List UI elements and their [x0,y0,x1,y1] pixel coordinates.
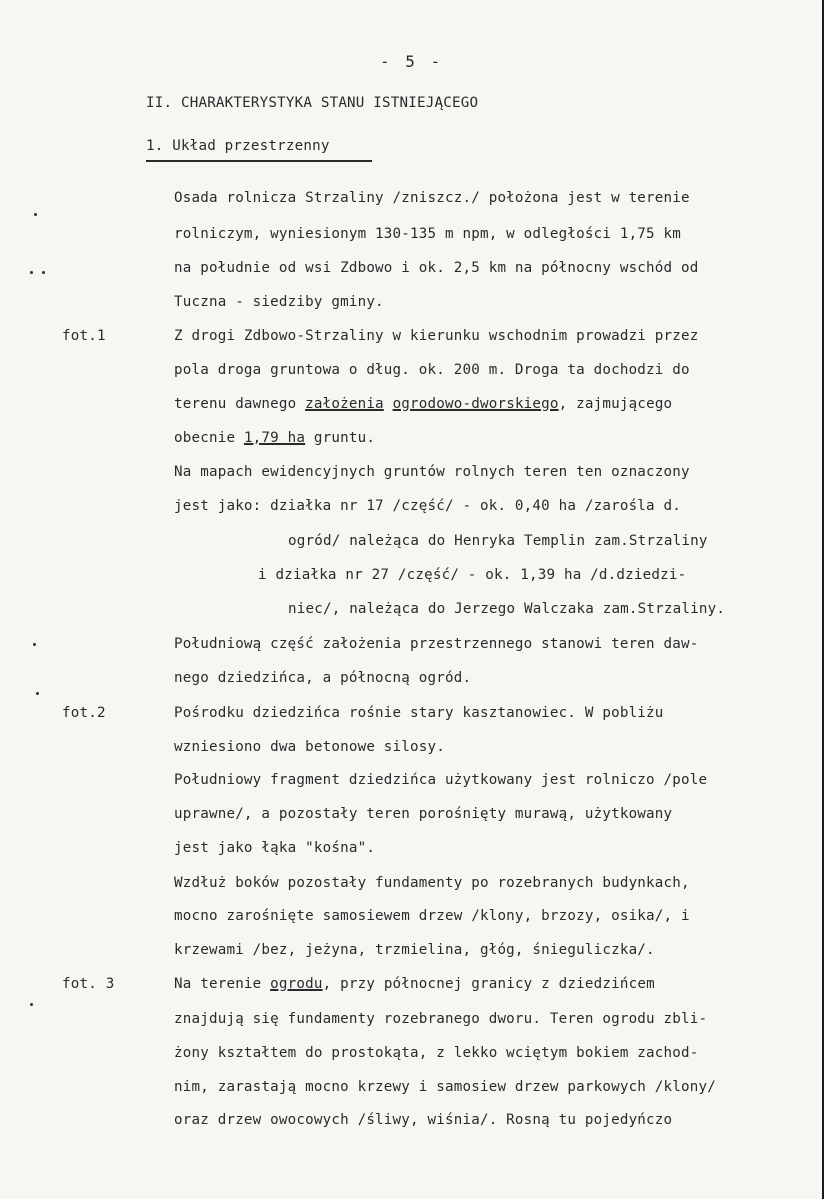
margin-speck [33,643,36,646]
text-line: terenu dawnego założenia ogrodowo-dworskiego, zajmującego [174,396,673,412]
text-line: ogród/ należąca do Henryka Templin zam.Strzaliny [288,533,708,549]
text-line: Pośrodku dziedzińca rośnie stary kasztanowiec. W pobliżu [174,705,664,721]
underlined-text: 1,79 ha [243,430,306,446]
text-line: znajdują się fundamenty rozebranego dworu. Teren ogrodu zbli- [174,1011,708,1027]
text-line: obecnie 1,79 ha gruntu. [174,430,376,446]
subsection-title: 1. Układ przestrzenny [146,138,372,162]
text-line: jest jako łąka "kośna". [174,840,376,856]
text-line: Na mapach ewidencyjnych gruntów rolnych teren ten oznaczony [174,464,690,480]
text-line: i działka nr 27 /część/ - ok. 1,39 ha /d.dziedzi- [258,567,687,583]
margin-speck [30,271,33,274]
page-number: - 5 - [380,52,444,71]
text-line: oraz drzew owocowych /śliwy, wiśnia/. Rosną tu pojedyńczo [174,1112,673,1128]
text-line: Na terenie ogrodu, przy północnej granicy z dziedzińcem [174,976,655,992]
margin-note-photo: fot.2 [62,705,106,721]
text-line: Południową część założenia przestrzennego stanowi teren daw- [174,636,699,652]
text-line: Tuczna - siedziby gminy. [174,294,384,310]
section-title: II. CHARAKTERYSTYKA STANU ISTNIEJĄCEGO [146,95,479,111]
underlined-text: ogrodu [270,976,323,992]
text-line: pola droga gruntowa o dług. ok. 200 m. Droga ta dochodzi do [174,362,690,378]
margin-speck [36,692,39,695]
text-line: uprawne/, a pozostały teren porośnięty murawą, użytkowany [174,806,673,822]
text-line: krzewami /bez, jeżyna, trzmielina, głóg, śnieguliczka/. [174,942,655,958]
text-line: rolniczym, wyniesionym 130-135 m npm, w odległości 1,75 km [174,226,682,242]
text-line: Południowy fragment dziedzińca użytkowany jest rolniczo /pole [174,772,708,788]
text-line: nego dziedzińca, a północną ogród. [174,670,472,686]
text-line: Osada rolnicza Strzaliny /zniszcz./ położona jest w terenie [174,190,690,206]
text-line: żony kształtem do prostokąta, z lekko wciętym bokiem zachod- [174,1045,699,1061]
underlined-text: ogrodowo-dworskiego [392,396,559,412]
margin-speck [34,213,37,216]
text-line: jest jako: działka nr 17 /część/ - ok. 0,40 ha /zarośla d. [174,498,682,514]
text-line: Wzdłuż boków pozostały fundamenty po rozebranych budynkach, [174,875,690,891]
margin-speck [30,1003,33,1006]
text-line: nim, zarastają mocno krzewy i samosiew drzew parkowych /klony/ [174,1079,716,1095]
text-line: wzniesiono dwa betonowe silosy. [174,739,445,755]
text-line: mocno zarośnięte samosiewem drzew /klony, brzozy, osika/, i [174,908,690,924]
margin-note-photo: fot. 3 [62,976,115,992]
text-line: niec/, należąca do Jerzego Walczaka zam.Strzaliny. [288,601,726,617]
margin-note-photo: fot.1 [62,328,106,344]
margin-speck [42,271,45,274]
text-line: na południe od wsi Zdbowo i ok. 2,5 km na północny wschód od [174,260,699,276]
underlined-text: założenia [305,396,384,412]
text-line: Z drogi Zdbowo-Strzaliny w kierunku wschodnim prowadzi przez [174,328,699,344]
